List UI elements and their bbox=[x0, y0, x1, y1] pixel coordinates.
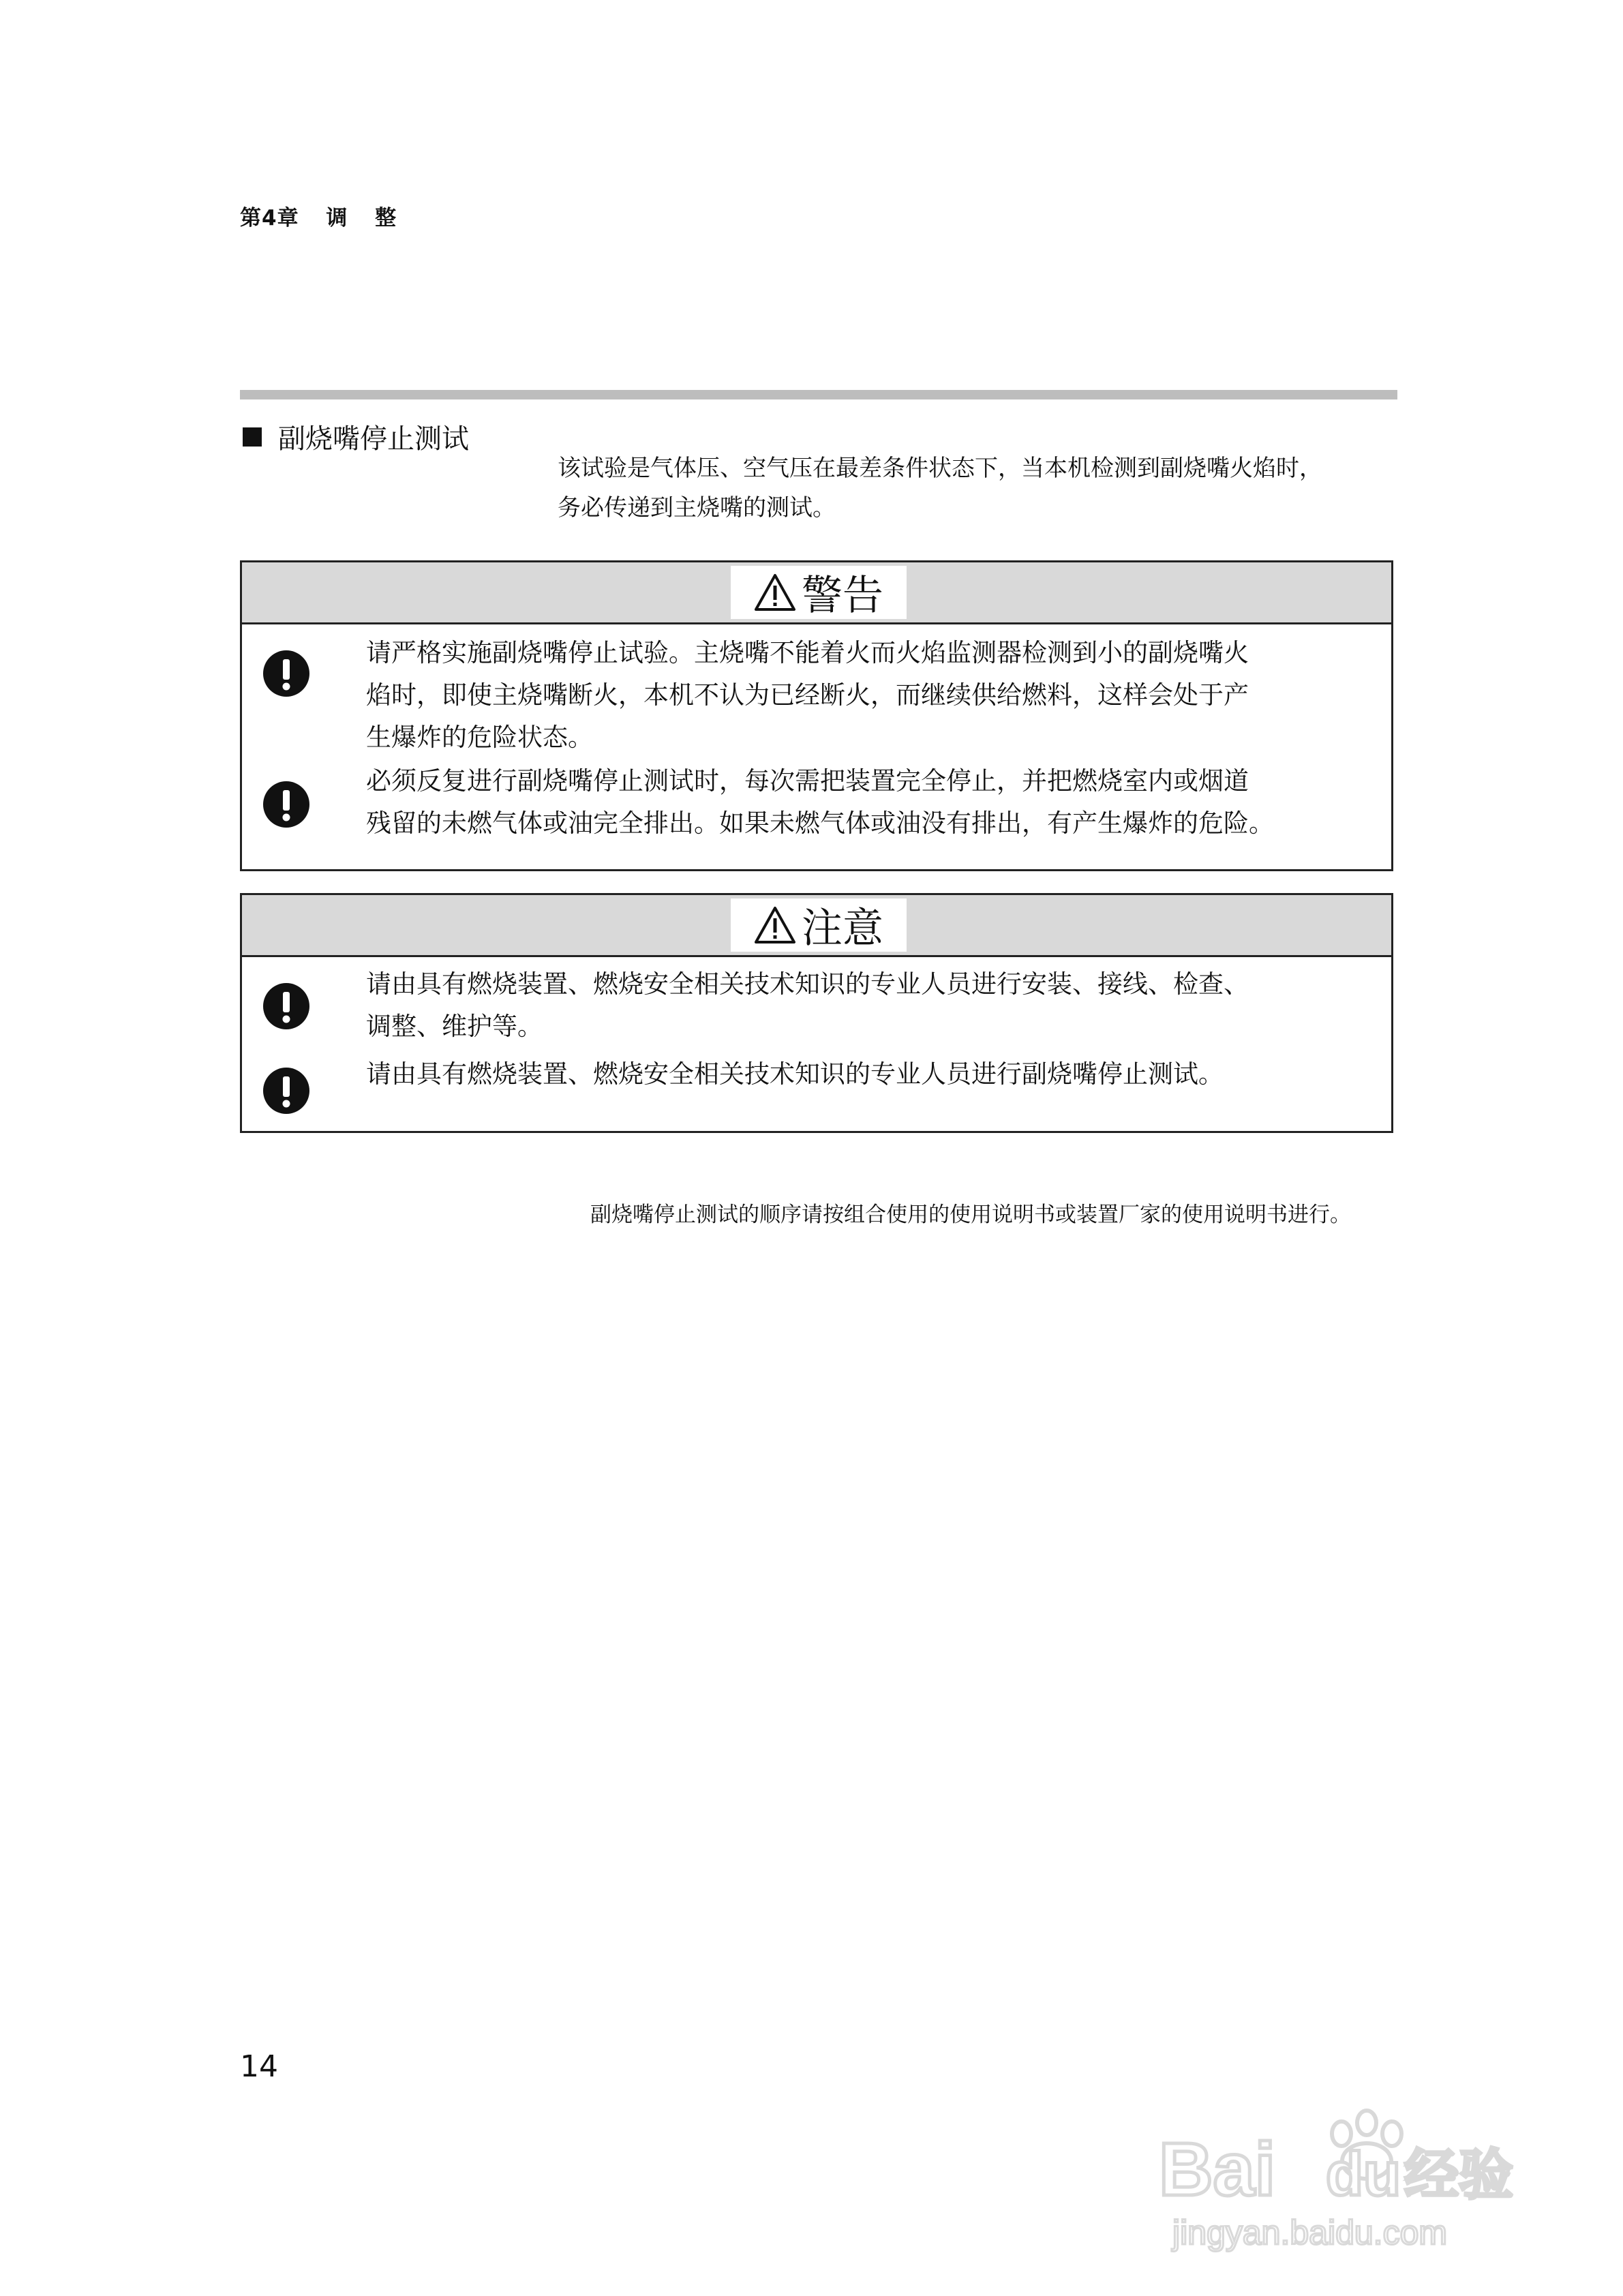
exclamation-circle-icon bbox=[262, 1067, 310, 1115]
warning-item-text bbox=[366, 632, 1361, 759]
section-intro bbox=[558, 449, 1403, 528]
caution-label-text: 注意 bbox=[802, 905, 883, 952]
text-line: 焰时，即使主烧嘴断火，本机不认为已经断火，而继续供给燃料，这样会处于产 bbox=[366, 680, 1249, 710]
warning-triangle-icon bbox=[754, 906, 796, 944]
section-title-text: 副烧嘴停止测试 bbox=[278, 423, 469, 455]
caution-box-header bbox=[242, 895, 1391, 957]
chapter-title-char-1: 调 bbox=[326, 206, 348, 230]
warning-item-text bbox=[366, 760, 1361, 845]
exclamation-circle-icon bbox=[262, 982, 310, 1030]
exclamation-circle-icon bbox=[262, 650, 310, 697]
chapter-header bbox=[240, 200, 416, 231]
text-line: 调整、维护等。 bbox=[366, 1012, 543, 1041]
text-line: 必须反复进行副烧嘴停止测试时，每次需把装置完全停止，并把燃烧室内或烟道 bbox=[366, 766, 1249, 796]
text-line: 请由具有燃烧装置、燃烧安全相关技术知识的专业人员进行副烧嘴停止测试。 bbox=[366, 1059, 1224, 1089]
svg-text:jingyan.baidu.com: jingyan.baidu.com bbox=[1172, 2214, 1448, 2252]
warning-label-text: 警告 bbox=[802, 572, 883, 620]
svg-text:经验: 经验 bbox=[1404, 2143, 1513, 2207]
warning-triangle-icon bbox=[754, 573, 796, 611]
exclamation-circle-icon bbox=[262, 781, 310, 828]
page-number: 14 bbox=[240, 2049, 278, 2084]
caution-box bbox=[240, 893, 1393, 1133]
intro-line: 务必传递到主烧嘴的测试。 bbox=[558, 494, 836, 522]
caution-label bbox=[731, 898, 907, 952]
warning-box bbox=[240, 560, 1393, 871]
text-line: 请由具有燃烧装置、燃烧安全相关技术知识的专业人员进行安装、接线、检查、 bbox=[366, 969, 1249, 999]
caution-item-text bbox=[366, 1053, 1361, 1096]
square-bullet-icon bbox=[243, 427, 262, 447]
text-line: 请严格实施副烧嘴停止试验。主烧嘴不能着火而火焰监测器检测到小的副烧嘴火 bbox=[366, 638, 1249, 667]
chapter-title-char-2: 整 bbox=[375, 206, 397, 230]
svg-text:Bai: Bai bbox=[1159, 2128, 1276, 2211]
baidu-watermark-logo bbox=[1159, 2093, 1541, 2256]
warning-box-header bbox=[242, 562, 1391, 624]
section-heading bbox=[243, 417, 469, 456]
svg-text:du: du bbox=[1326, 2141, 1401, 2209]
text-line: 生爆炸的危险状态。 bbox=[366, 723, 593, 752]
text-line: 残留的未燃气体或油完全排出。如果未燃气体或油没有排出，有产生爆炸的危险。 bbox=[366, 809, 1274, 838]
footnote: 副烧嘴停止测试的顺序请按组合使用的使用说明书或装置厂家的使用说明书进行。 bbox=[590, 1203, 1351, 1227]
chapter-number: 第4章 bbox=[240, 206, 299, 230]
warning-label bbox=[731, 566, 907, 619]
intro-line: 该试验是气体压、空气压在最差条件状态下，当本机检测到副烧嘴火焰时， bbox=[558, 455, 1322, 482]
caution-item-text bbox=[366, 963, 1361, 1048]
section-divider bbox=[240, 390, 1397, 399]
